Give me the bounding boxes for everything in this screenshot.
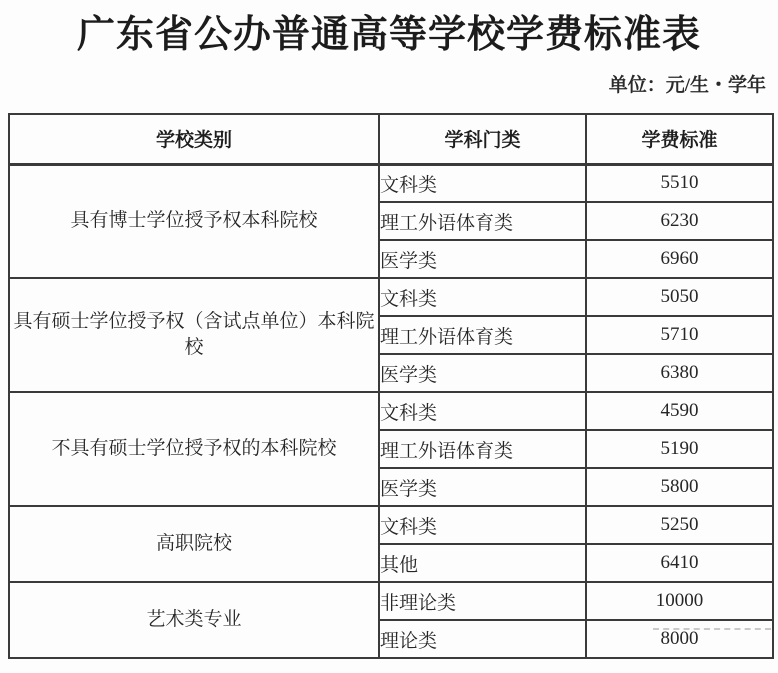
subject-cell: 理论类: [379, 620, 586, 658]
subject-cell: 理工外语体育类: [379, 430, 586, 468]
fee-cell: 10000: [586, 582, 773, 620]
table-row: [9, 392, 773, 430]
subject-cell: 文科类: [379, 278, 586, 316]
category-cell-doctoral: 具有博士学位授予权本科院校: [9, 164, 379, 278]
table-row: [9, 164, 773, 202]
subject-cell: 医学类: [379, 240, 586, 278]
fee-cell: 4590: [586, 392, 773, 430]
fee-cell: 8000: [586, 620, 773, 658]
table-row: [9, 582, 773, 620]
category-cell-vocational: 高职院校: [9, 506, 379, 582]
fee-cell: 6230: [586, 202, 773, 240]
header-row: [9, 114, 773, 164]
col-header-school-category: 学校类别: [9, 114, 379, 164]
table-row: [9, 278, 773, 316]
watermark-smudge: [653, 628, 771, 630]
subject-cell: 文科类: [379, 506, 586, 544]
fee-cell: 6410: [586, 544, 773, 582]
subject-cell: 其他: [379, 544, 586, 582]
col-header-fee-standard: 学费标准: [586, 114, 773, 164]
category-cell-art: 艺术类专业: [9, 582, 379, 658]
col-header-discipline-category: 学科门类: [379, 114, 586, 164]
unit-note: 单位：元/生・学年: [608, 75, 766, 96]
category-cell-non-master: 不具有硕士学位授予权的本科院校: [9, 392, 379, 506]
subject-cell: 理工外语体育类: [379, 316, 586, 354]
page-title: 广东省公办普通高等学校学费标准表: [76, 14, 701, 56]
tuition-fee-table: [8, 113, 774, 659]
fee-cell: 5800: [586, 468, 773, 506]
fee-cell: 5710: [586, 316, 773, 354]
subject-cell: 医学类: [379, 354, 586, 392]
fee-cell: 5250: [586, 506, 773, 544]
fee-cell: 5190: [586, 430, 773, 468]
subject-cell: 理工外语体育类: [379, 202, 586, 240]
fee-cell: 5050: [586, 278, 773, 316]
category-cell-master: 具有硕士学位授予权（含试点单位）本科院校: [9, 278, 379, 392]
subject-cell: 文科类: [379, 164, 586, 202]
fee-cell: 5510: [586, 164, 773, 202]
fee-cell: 6960: [586, 240, 773, 278]
subject-cell: 非理论类: [379, 582, 586, 620]
fee-cell: 6380: [586, 354, 773, 392]
subject-cell: 文科类: [379, 392, 586, 430]
subject-cell: 医学类: [379, 468, 586, 506]
table-row: [9, 506, 773, 544]
